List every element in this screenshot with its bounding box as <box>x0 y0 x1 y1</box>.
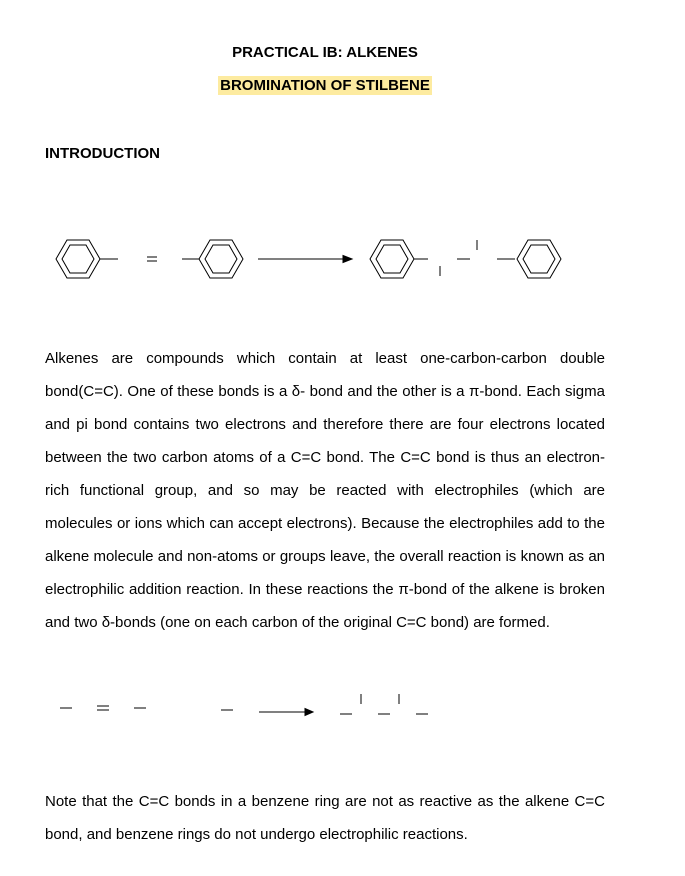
benzene-ring-3 <box>370 240 414 278</box>
page-title: PRACTICAL IB: ALKENES <box>232 44 418 61</box>
benzene-ring-1 <box>56 240 100 278</box>
benzene-ring-4 <box>517 240 561 278</box>
benzene-ring-2 <box>199 240 243 278</box>
page-subtitle <box>0 77 650 94</box>
highlighted-subtitle: BROMINATION OF STILBENE <box>220 77 430 94</box>
introduction-paragraph: Alkenes are compounds which contain at least one-carbon-carbon double bond(C=C). One of these bonds is a δ- bond and the other is a π-bond. Each sigma and pi bond contains two electrons and therefore there are four electrons located between the two carbon atoms of a C=C bond. The C=C bond is thus an electron-rich functional group, and so may be reacted with electrophiles (which are molecules or ions which can accept electrons). Because the electrophiles add to the alkene molecule and non-atoms or groups leave, the overall reaction is known as an electrophilic addition reaction. In these reactions the π-bond of the alkene is broken and two δ-bonds (one on each carbon of the original C=C bond) are formed. <box>45 350 605 631</box>
benzene-note-paragraph: Note that the C=C bonds in a benzene ring are not as reactive as the alkene C=C bond, and benzene rings do not undergo electrophilic reactions. <box>45 793 605 843</box>
reaction-arrow-2 <box>259 709 313 716</box>
section-heading-introduction: INTRODUCTION <box>45 145 160 162</box>
stilbene-reaction-scheme <box>0 220 685 300</box>
addition-reaction-scheme <box>0 690 685 730</box>
reaction-arrow <box>258 256 352 263</box>
